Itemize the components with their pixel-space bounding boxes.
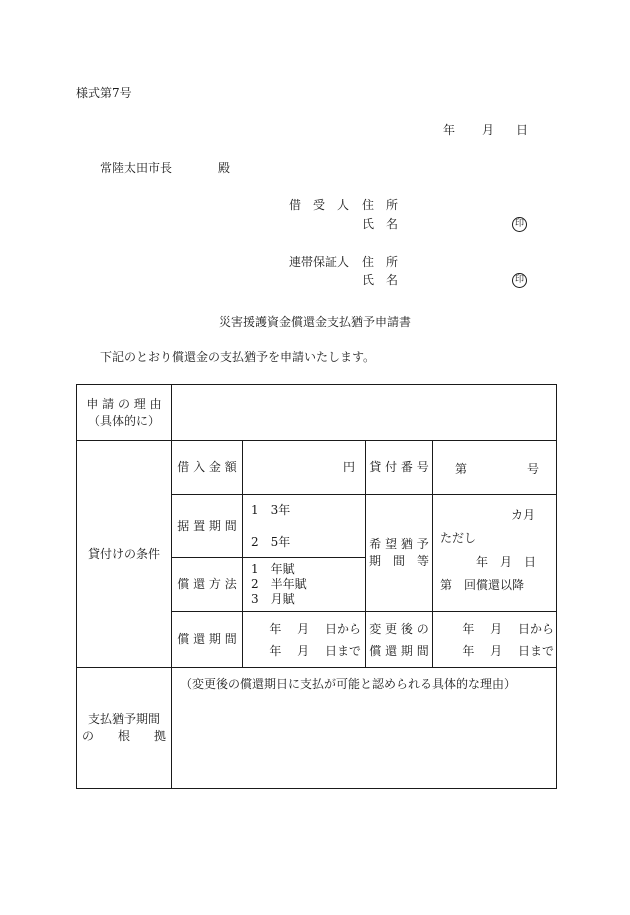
loan-amount-row bbox=[77, 441, 557, 495]
borrower-name-label: 氏 名 bbox=[362, 217, 399, 231]
repay-method-label: 償 還 方 法 bbox=[172, 558, 243, 612]
borrower-seal-icon: 印 bbox=[512, 217, 527, 232]
repay-option-monthly[interactable]: 3 月賦 bbox=[251, 592, 295, 606]
changed-period-label bbox=[366, 612, 433, 668]
document-title: 災害援護資金償還金支払猶予申請書 bbox=[218, 315, 411, 329]
loan-number-label: 貸 付 番 号 bbox=[366, 441, 433, 495]
loan-amount-label: 借 入 金 額 bbox=[172, 441, 243, 495]
application-table bbox=[76, 384, 557, 789]
date-year: 年 bbox=[443, 123, 456, 137]
loan-number-prefix: 第 bbox=[455, 462, 468, 476]
desired-label-line2: 期 間 等 bbox=[368, 554, 429, 568]
repay-period-from: 年 月 日から bbox=[269, 621, 361, 636]
deferment-label: 据 置 期 間 bbox=[172, 495, 243, 558]
basis-label-line2: の 根 拠 bbox=[81, 729, 166, 743]
changed-period-input[interactable] bbox=[433, 612, 557, 668]
changed-period-from: 年 月 日から bbox=[462, 621, 554, 636]
form-number: 様式第7号 bbox=[76, 86, 132, 100]
basis-row bbox=[77, 668, 557, 789]
yen-unit: 円 bbox=[342, 460, 355, 475]
conditions-label: 貸付けの条件 bbox=[77, 441, 172, 668]
repay-option-semiannual[interactable]: 2 半年賦 bbox=[251, 577, 307, 591]
borrower-label: 借 受 人 bbox=[289, 198, 350, 212]
reason-label bbox=[77, 385, 172, 441]
reason-row bbox=[77, 385, 557, 441]
changed-period-to: 年 月 日まで bbox=[462, 643, 554, 658]
loan-amount-input[interactable] bbox=[243, 441, 366, 495]
basis-note: （変更後の償還期日に支払が可能と認められる具体的な理由） bbox=[180, 677, 517, 691]
repay-option-annual[interactable]: 1 年賦 bbox=[251, 562, 295, 576]
date-day: 日 bbox=[516, 123, 529, 137]
reason-label-line1: 申 請 の 理 由 bbox=[86, 396, 162, 411]
loan-number-input[interactable] bbox=[433, 441, 557, 495]
basis-label-line1: 支払猶予期間 bbox=[87, 712, 160, 727]
guarantor-label: 連帯保証人 bbox=[289, 255, 350, 269]
repay-period-to: 年 月 日まで bbox=[269, 643, 361, 658]
date-month: 月 bbox=[482, 123, 495, 137]
basis-input[interactable] bbox=[172, 668, 557, 789]
repay-period-label: 償 還 期 間 bbox=[172, 612, 243, 668]
addressee-honorific: 殿 bbox=[218, 161, 231, 175]
changed-label-line1: 変 更 後 の bbox=[369, 621, 429, 636]
borrower-address-label: 住 所 bbox=[362, 198, 399, 212]
desired-label-line1: 希 望 猶 予 bbox=[369, 537, 429, 552]
desired-deferment-input[interactable] bbox=[433, 495, 557, 612]
reason-label-line2: （具体的に） bbox=[87, 413, 160, 428]
changed-label-line2: 償 還 期 間 bbox=[369, 643, 429, 658]
document-intro: 下記のとおり償還金の支払猶予を申請いたします。 bbox=[100, 350, 376, 364]
repay-method-options[interactable] bbox=[243, 558, 366, 612]
guarantor-address-label: 住 所 bbox=[362, 255, 399, 269]
reason-input[interactable] bbox=[172, 385, 557, 441]
addressee bbox=[100, 162, 260, 174]
guarantor-seal-icon: 印 bbox=[512, 273, 527, 288]
months-unit: カ月 bbox=[511, 508, 536, 522]
desired-deferment-label bbox=[366, 495, 433, 612]
addressee-name: 常陸太田市長 bbox=[100, 161, 173, 175]
basis-label bbox=[77, 668, 172, 789]
however-text: ただし bbox=[440, 531, 477, 545]
deferment-option-5yr[interactable]: 2 5年 bbox=[251, 535, 291, 549]
desired-date: 年 月 日 bbox=[476, 555, 537, 569]
loan-number-suffix: 号 bbox=[527, 462, 540, 476]
deferment-option-3yr[interactable]: 1 3年 bbox=[251, 503, 291, 517]
guarantor-name-label: 氏 名 bbox=[362, 273, 399, 287]
installment-from: 第 回償還以降 bbox=[440, 578, 525, 592]
deferment-options[interactable] bbox=[243, 495, 366, 558]
repay-period-input[interactable] bbox=[243, 612, 366, 668]
